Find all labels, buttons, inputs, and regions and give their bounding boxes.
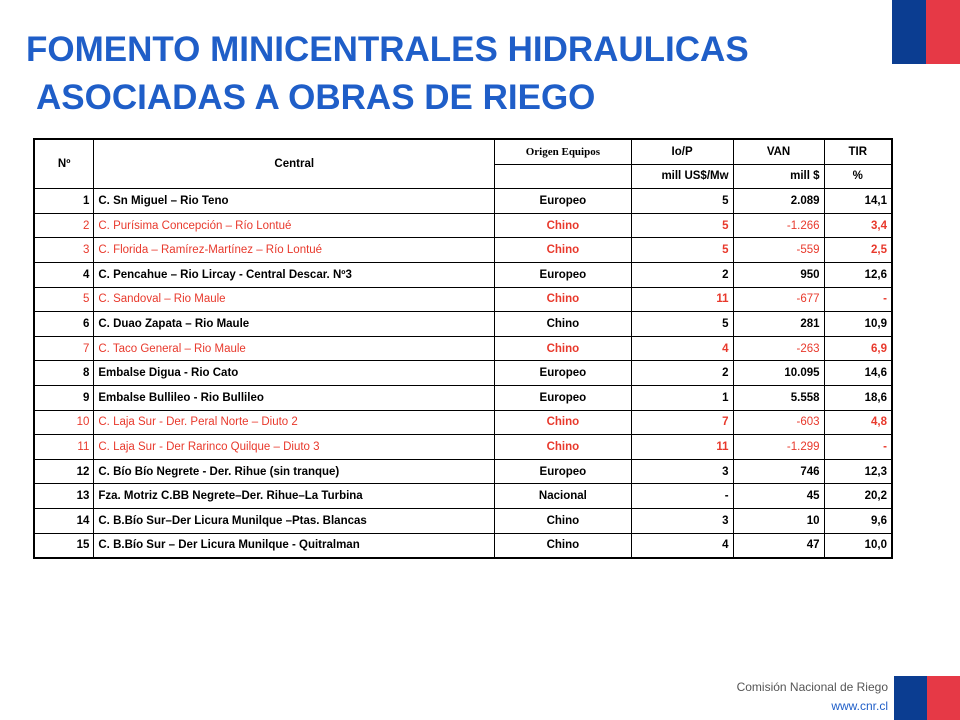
row-central: C. Pencahue – Rio Lircay - Central Descar. Nº3 — [94, 262, 495, 287]
table-row — [34, 213, 892, 238]
row-van: -603 — [733, 410, 824, 435]
table-row — [34, 410, 892, 435]
table-row — [34, 361, 892, 386]
row-number: 15 — [34, 533, 94, 558]
row-origen: Chino — [495, 287, 632, 312]
row-central: C. B.Bío Sur–Der Licura Munilque –Ptas. Blancas — [94, 508, 495, 533]
row-tir: - — [824, 435, 892, 460]
row-origen: Europeo — [495, 459, 632, 484]
row-van: 950 — [733, 262, 824, 287]
row-origen: Chino — [495, 213, 632, 238]
row-central: Fza. Motriz C.BB Negrete–Der. Rihue–La Turbina — [94, 484, 495, 509]
row-van: 45 — [733, 484, 824, 509]
row-central: C. Sandoval – Rio Maule — [94, 287, 495, 312]
units-origen — [495, 164, 632, 189]
row-number: 4 — [34, 262, 94, 287]
row-van: 10.095 — [733, 361, 824, 386]
row-iop: 5 — [631, 213, 733, 238]
row-origen: Chino — [495, 410, 632, 435]
row-number: 1 — [34, 189, 94, 214]
row-tir: 14,6 — [824, 361, 892, 386]
row-number: 7 — [34, 336, 94, 361]
table-row — [34, 336, 892, 361]
row-origen: Nacional — [495, 484, 632, 509]
row-van: 5.558 — [733, 385, 824, 410]
header-iop: Io/P — [631, 139, 733, 164]
row-central: C. Taco General – Rio Maule — [94, 336, 495, 361]
row-number: 5 — [34, 287, 94, 312]
row-central: C. Laja Sur - Der. Peral Norte – Diuto 2 — [94, 410, 495, 435]
table-header-row — [34, 139, 892, 164]
row-origen: Europeo — [495, 262, 632, 287]
row-central: C. Purísima Concepción – Río Lontué — [94, 213, 495, 238]
row-number: 6 — [34, 312, 94, 337]
row-iop: - — [631, 484, 733, 509]
row-origen: Chino — [495, 312, 632, 337]
table-row — [34, 238, 892, 263]
row-central: C. Florida – Ramírez-Martínez – Río Lontué — [94, 238, 495, 263]
row-origen: Europeo — [495, 361, 632, 386]
row-iop: 3 — [631, 508, 733, 533]
row-origen: Europeo — [495, 385, 632, 410]
table-row — [34, 312, 892, 337]
row-number: 9 — [34, 385, 94, 410]
row-van: 10 — [733, 508, 824, 533]
row-iop: 5 — [631, 189, 733, 214]
row-tir: 6,9 — [824, 336, 892, 361]
row-tir: 9,6 — [824, 508, 892, 533]
row-van: -1.266 — [733, 213, 824, 238]
row-tir: 12,3 — [824, 459, 892, 484]
row-tir: - — [824, 287, 892, 312]
flag-logo-top — [892, 0, 960, 64]
table-row — [34, 508, 892, 533]
row-number: 10 — [34, 410, 94, 435]
footer — [737, 678, 888, 716]
row-van: -1.299 — [733, 435, 824, 460]
row-number: 11 — [34, 435, 94, 460]
row-origen: Chino — [495, 508, 632, 533]
row-iop: 4 — [631, 533, 733, 558]
row-van: -677 — [733, 287, 824, 312]
row-van: 746 — [733, 459, 824, 484]
row-central: C. Bío Bío Negrete - Der. Rihue (sin tranque) — [94, 459, 495, 484]
row-number: 2 — [34, 213, 94, 238]
table-row — [34, 189, 892, 214]
table-row — [34, 262, 892, 287]
row-tir: 4,8 — [824, 410, 892, 435]
row-origen: Chino — [495, 533, 632, 558]
row-tir: 12,6 — [824, 262, 892, 287]
table-row — [34, 385, 892, 410]
flag-logo-bottom — [894, 676, 960, 720]
row-iop: 2 — [631, 361, 733, 386]
row-number: 13 — [34, 484, 94, 509]
table-row — [34, 287, 892, 312]
row-origen: Chino — [495, 435, 632, 460]
row-van: 2.089 — [733, 189, 824, 214]
header-origen: Origen Equipos — [495, 139, 632, 164]
header-central: Central — [94, 139, 495, 189]
row-origen: Chino — [495, 336, 632, 361]
row-origen: Chino — [495, 238, 632, 263]
row-iop: 4 — [631, 336, 733, 361]
row-van: 281 — [733, 312, 824, 337]
row-iop: 2 — [631, 262, 733, 287]
row-van: -559 — [733, 238, 824, 263]
units-van: mill $ — [733, 164, 824, 189]
row-number: 12 — [34, 459, 94, 484]
row-iop: 11 — [631, 435, 733, 460]
table-row — [34, 435, 892, 460]
row-iop: 5 — [631, 312, 733, 337]
row-tir: 20,2 — [824, 484, 892, 509]
table-row — [34, 484, 892, 509]
units-tir: % — [824, 164, 892, 189]
footer-org: Comisión Nacional de Riego — [736, 680, 888, 694]
minicentrales-table — [33, 138, 893, 559]
row-central: C. Laja Sur - Der Rarinco Quilque – Diuto 3 — [94, 435, 495, 460]
row-iop: 3 — [631, 459, 733, 484]
row-iop: 5 — [631, 238, 733, 263]
row-iop: 11 — [631, 287, 733, 312]
row-central: Embalse Bullileo - Rio Bullileo — [94, 385, 495, 410]
row-tir: 2,5 — [824, 238, 892, 263]
row-tir: 3,4 — [824, 213, 892, 238]
row-iop: 7 — [631, 410, 733, 435]
page-title — [26, 26, 749, 122]
row-tir: 10,0 — [824, 533, 892, 558]
title-line-2: ASOCIADAS A OBRAS DE RIEGO — [36, 78, 596, 117]
row-tir: 14,1 — [824, 189, 892, 214]
row-central: C. Sn Miguel – Rio Teno — [94, 189, 495, 214]
title-line-1: FOMENTO MINICENTRALES HIDRAULICAS — [26, 30, 749, 69]
row-iop: 1 — [631, 385, 733, 410]
header-tir: TIR — [824, 139, 892, 164]
table-row — [34, 459, 892, 484]
row-tir: 10,9 — [824, 312, 892, 337]
row-number: 8 — [34, 361, 94, 386]
row-origen: Europeo — [495, 189, 632, 214]
header-n: Nº — [34, 139, 94, 189]
header-van: VAN — [733, 139, 824, 164]
table-row — [34, 533, 892, 558]
row-tir: 18,6 — [824, 385, 892, 410]
row-van: -263 — [733, 336, 824, 361]
row-number: 14 — [34, 508, 94, 533]
row-central: Embalse Digua - Rio Cato — [94, 361, 495, 386]
table-body — [34, 189, 892, 558]
row-central: C. Duao Zapata – Rio Maule — [94, 312, 495, 337]
units-iop: mill US$/Mw — [631, 164, 733, 189]
row-central: C. B.Bío Sur – Der Licura Munilque - Quitralman — [94, 533, 495, 558]
row-number: 3 — [34, 238, 94, 263]
footer-website-link[interactable]: www.cnr.cl — [831, 699, 888, 713]
row-van: 47 — [733, 533, 824, 558]
